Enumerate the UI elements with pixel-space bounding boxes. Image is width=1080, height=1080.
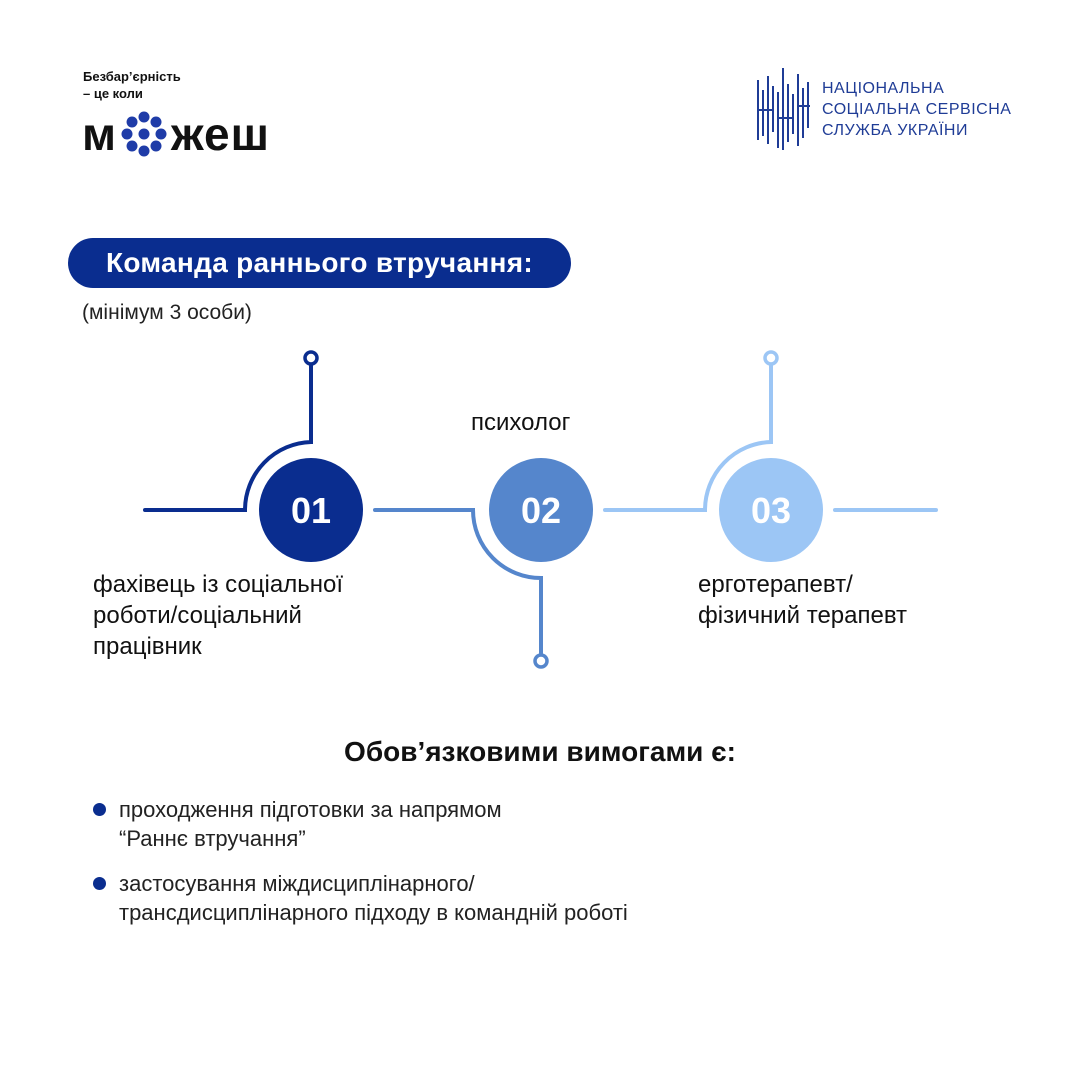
node-01-label-line: фахівець із соціальної: [93, 571, 343, 598]
node-01-label-line: працівник: [93, 633, 202, 660]
agency-name: [822, 78, 1011, 141]
logo-word-start: м: [82, 108, 118, 160]
node-01-label-line: роботи/соціальний: [93, 602, 302, 629]
node-03-label-line: фізичний терапевт: [698, 602, 908, 629]
logo-word-end: жеш: [171, 108, 270, 160]
bullet-icon: [93, 803, 106, 816]
node-03-number: 03: [750, 490, 792, 531]
page-subtitle: (мінімум 3 особи): [82, 301, 252, 324]
requirement-line: “Раннє втручання”: [119, 826, 306, 851]
agency-line3: СЛУЖБА УКРАЇНИ: [822, 122, 968, 139]
node3-end-dot: [765, 352, 777, 364]
requirement-line: проходження підготовки за напрямом: [119, 797, 502, 822]
nssu-emblem-icon: [754, 62, 814, 154]
requirement-line: застосування міждисциплінарного/: [119, 871, 475, 896]
page-title: Команда раннього втручання:: [68, 238, 571, 288]
agency-line1: НАЦІОНАЛЬНА: [822, 80, 945, 97]
logo-tagline: [83, 68, 181, 102]
logo-wordmark: [82, 108, 270, 160]
node-02-label-line: психолог: [471, 409, 571, 436]
agency-line2: СОЦІАЛЬНА СЕРВІСНА: [822, 101, 1012, 118]
node-01-label: [93, 569, 413, 662]
logo-tagline-line2: – це коли: [83, 86, 143, 101]
node2-end-dot: [535, 655, 547, 667]
node-01-number: 01: [290, 490, 332, 531]
node-02-label: [471, 407, 570, 438]
requirement-item: [93, 795, 993, 853]
bullet-icon: [93, 877, 106, 890]
requirement-item: [93, 869, 993, 927]
node1-end-dot: [305, 352, 317, 364]
node-02-number: 02: [520, 490, 562, 531]
dots-cluster-icon: [121, 111, 167, 157]
requirement-line: трансдисциплінарного підходу в командній роботі: [119, 900, 628, 925]
node-03-label: [698, 569, 998, 631]
logo-tagline-line1: Безбар’єрність: [83, 69, 181, 84]
node-03-label-line: ерготерапевт/: [698, 571, 853, 598]
requirements-list: [93, 795, 993, 943]
requirements-title: Обов’язковими вимогами є:: [344, 736, 736, 767]
